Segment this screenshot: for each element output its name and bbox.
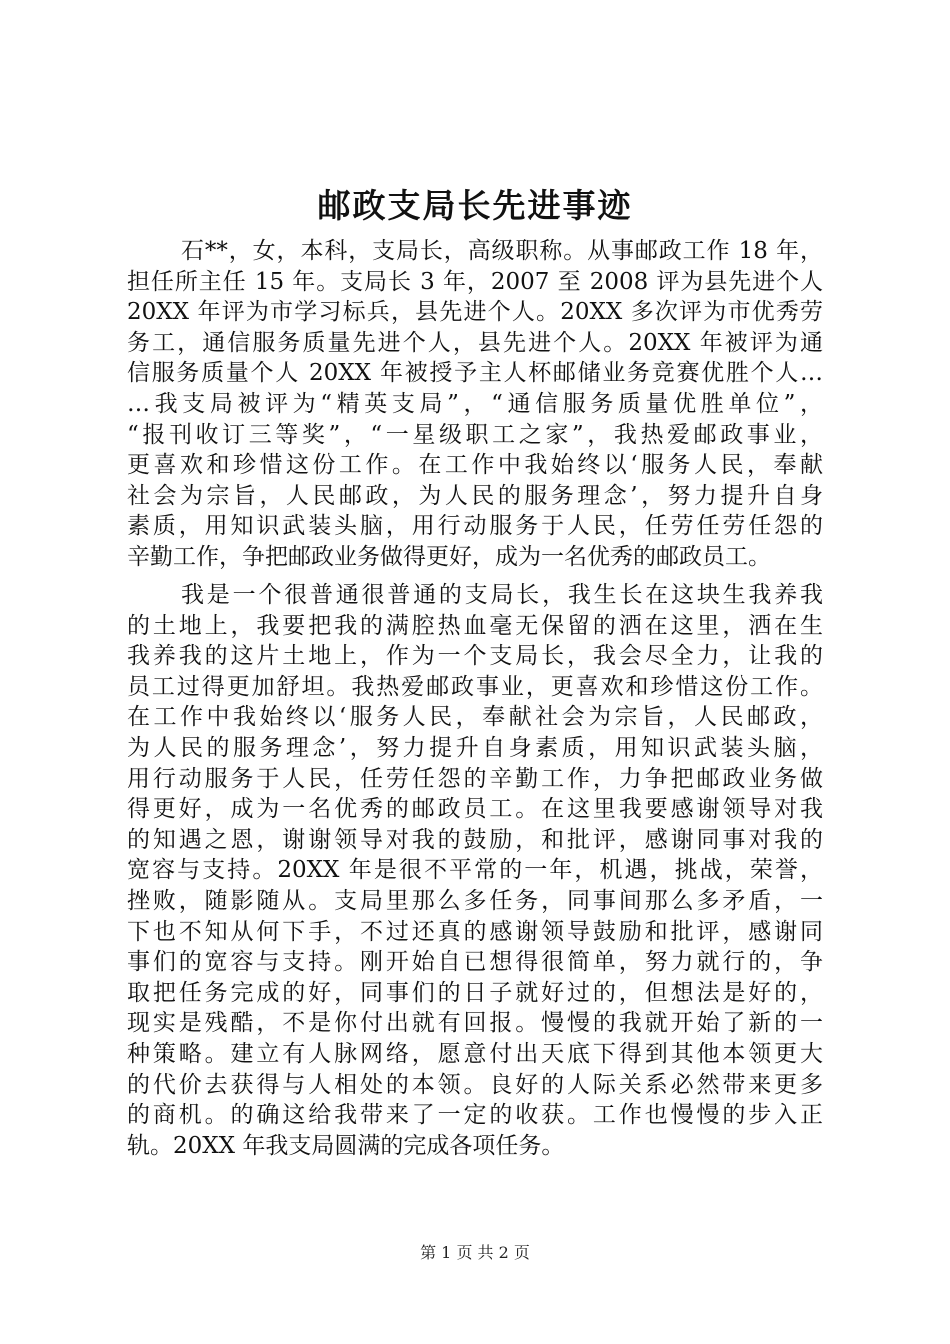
text-line: 为人民的服务理念’，努力提升自身素质，用知识武装头脑， xyxy=(127,734,823,761)
text-line: 种策略。建立有人脉网络，愿意付出天底下得到其他本领更大 xyxy=(127,1040,823,1067)
text-line: 石**，女，本科，支局长，高级职称。从事邮政工作 18 年， xyxy=(181,238,823,264)
text-line: 我是一个很普通很普通的支局长，我生长在这块生我养我 xyxy=(181,582,823,608)
text-line: 现实是残酷，不是你付出就有回报。慢慢的我就开始了新的一 xyxy=(127,1010,823,1037)
text-line: 务工，通信服务质量先进个人，县先进个人。20XX 年被评为通 xyxy=(127,329,823,356)
paragraph-1 xyxy=(127,236,823,573)
text-line: 信服务质量个人 20XX 年被授予主人杯邮储业务竞赛优胜个人… xyxy=(127,360,823,387)
paragraph-2 xyxy=(127,580,823,1161)
text-line: 我养我的这片土地上，作为一个支局长，我会尽全力，让我的 xyxy=(127,643,823,670)
text-line: 辛勤工作，争把邮政业务做得更好，成为一名优秀的邮政员工。 xyxy=(127,543,771,570)
text-line: 社会为宗旨，人民邮政，为人民的服务理念’，努力提升自身 xyxy=(127,482,823,509)
text-line: 的代价去获得与人相处的本领。良好的人际关系必然带来更多 xyxy=(127,1071,823,1098)
text-line: 轨。20XX 年我支局圆满的完成各项任务。 xyxy=(127,1132,565,1159)
text-line: 得更好，成为一名优秀的邮政员工。在这里我要感谢领导对我 xyxy=(127,796,823,823)
text-line: 宽容与支持。20XX 年是很不平常的一年，机遇，挑战，荣誉， xyxy=(127,857,823,884)
text-line: 的知遇之恩，谢谢领导对我的鼓励，和批评，感谢同事对我的 xyxy=(127,826,823,853)
text-line: …我支局被评为“精英支局”，“通信服务质量优胜单位”， xyxy=(127,390,823,417)
page-footer: 第 1 页 共 2 页 xyxy=(420,1243,530,1262)
text-line: 在工作中我始终以‘服务人民，奉献社会为宗旨，人民邮政， xyxy=(127,704,823,731)
text-line: 更喜欢和珍惜这份工作。在工作中我始终以‘服务人民，奉献 xyxy=(127,452,823,479)
text-line: 20XX 年评为市学习标兵，县先进个人。20XX 多次评为市优秀劳 xyxy=(127,299,823,326)
text-line: 的商机。的确这给我带来了一定的收获。工作也慢慢的步入正 xyxy=(127,1102,823,1129)
text-line: 挫败，随影随从。支局里那么多任务，同事间那么多矛盾，一 xyxy=(127,887,823,914)
text-line: “报刊收订三等奖”，“一星级职工之家”，我热爱邮政事业， xyxy=(127,421,823,448)
text-line: 取把任务完成的好，同事们的日子就好过的，但想法是好的， xyxy=(127,979,823,1006)
text-line: 担任所主任 15 年。支局长 3 年，2007 至 2008 评为县先进个人 xyxy=(127,268,823,295)
text-line: 的土地上，我要把我的满腔热血毫无保留的洒在这里，洒在生 xyxy=(127,612,823,639)
text-line: 员工过得更加舒坦。我热爱邮政事业，更喜欢和珍惜这份工作。 xyxy=(127,673,823,700)
document-title: 邮政支局长先进事迹 xyxy=(317,186,633,225)
text-line: 素质，用知识武装头脑，用行动服务于人民，任劳任劳任怨的 xyxy=(127,513,823,540)
text-line: 事们的宽容与支持。刚开始自已想得很简单，努力就行的，争 xyxy=(127,949,823,976)
text-line: 用行动服务于人民，任劳任怨的辛勤工作，力争把邮政业务做 xyxy=(127,765,823,792)
text-line: 下也不知从何下手，不过还真的感谢领导鼓励和批评，感谢同 xyxy=(127,918,823,945)
